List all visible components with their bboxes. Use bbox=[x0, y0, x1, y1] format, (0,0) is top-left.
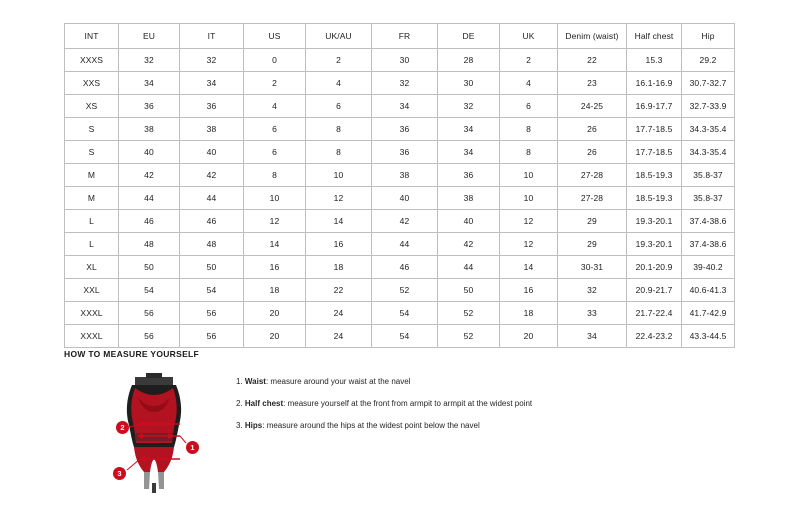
cell-uk: 10 bbox=[500, 164, 558, 187]
cell-us: 6 bbox=[244, 141, 306, 164]
cell-it: 38 bbox=[180, 118, 244, 141]
cell-it: 32 bbox=[180, 49, 244, 72]
cell-de: 30 bbox=[438, 72, 500, 95]
how-to-measure-title: HOW TO MEASURE YOURSELF bbox=[64, 349, 200, 359]
measure-note-2-term: Half chest bbox=[244, 398, 284, 408]
cell-half-chest: 21.7-22.4 bbox=[627, 302, 682, 325]
cell-half-chest: 16.9-17.7 bbox=[627, 95, 682, 118]
cell-half-chest: 17.7-18.5 bbox=[627, 118, 682, 141]
cell-de: 50 bbox=[438, 279, 500, 302]
measure-notes bbox=[236, 377, 734, 442]
table-row bbox=[65, 302, 735, 325]
cell-hip: 30.7-32.7 bbox=[682, 72, 735, 95]
table-row bbox=[65, 72, 735, 95]
column-header-fr: FR bbox=[372, 24, 438, 49]
cell-half-chest: 20.1-20.9 bbox=[627, 256, 682, 279]
cell-us: 6 bbox=[244, 118, 306, 141]
cell-de: 42 bbox=[438, 233, 500, 256]
cell-half-chest: 19.3-20.1 bbox=[627, 233, 682, 256]
cell-it: 50 bbox=[180, 256, 244, 279]
cell-eu: 50 bbox=[119, 256, 180, 279]
cell-eu: 42 bbox=[119, 164, 180, 187]
cell-us: 16 bbox=[244, 256, 306, 279]
table-header-row bbox=[65, 24, 735, 49]
cell-int: L bbox=[65, 210, 119, 233]
cell-fr: 44 bbox=[372, 233, 438, 256]
table-row bbox=[65, 49, 735, 72]
table-row bbox=[65, 95, 735, 118]
column-header-it: IT bbox=[180, 24, 244, 49]
column-header-int: INT bbox=[65, 24, 119, 49]
cell-de: 34 bbox=[438, 141, 500, 164]
cell-hip: 34.3-35.4 bbox=[682, 118, 735, 141]
cell-int: XXXL bbox=[65, 325, 119, 348]
cell-fr: 36 bbox=[372, 141, 438, 164]
measure-note-3-term: Hips bbox=[244, 420, 263, 430]
table-row bbox=[65, 279, 735, 302]
cell-us: 18 bbox=[244, 279, 306, 302]
cell-fr: 32 bbox=[372, 72, 438, 95]
cell-uk: 8 bbox=[500, 141, 558, 164]
cell-hip: 39-40.2 bbox=[682, 256, 735, 279]
cell-int: XXXL bbox=[65, 302, 119, 325]
cell-half-chest: 17.7-18.5 bbox=[627, 141, 682, 164]
cell-denim-waist: 29 bbox=[558, 233, 627, 256]
measure-note-2-index: 2. bbox=[236, 398, 243, 408]
table-row bbox=[65, 325, 735, 348]
cell-uk-au: 24 bbox=[306, 325, 372, 348]
measure-note-3-text: : measure around the hips at the widest point below the navel bbox=[262, 420, 480, 430]
cell-eu: 56 bbox=[119, 325, 180, 348]
measure-badge-2: 2 bbox=[116, 421, 129, 434]
cell-uk: 16 bbox=[500, 279, 558, 302]
cell-half-chest: 18.5-19.3 bbox=[627, 187, 682, 210]
cell-denim-waist: 22 bbox=[558, 49, 627, 72]
cell-uk: 20 bbox=[500, 325, 558, 348]
cell-denim-waist: 34 bbox=[558, 325, 627, 348]
cell-us: 8 bbox=[244, 164, 306, 187]
table-row bbox=[65, 164, 735, 187]
cell-uk: 18 bbox=[500, 302, 558, 325]
cell-hip: 40.6-41.3 bbox=[682, 279, 735, 302]
cell-denim-waist: 26 bbox=[558, 141, 627, 164]
table-row bbox=[65, 187, 735, 210]
size-table bbox=[64, 23, 735, 348]
size-table-container bbox=[64, 23, 734, 348]
cell-it: 42 bbox=[180, 164, 244, 187]
cell-it: 36 bbox=[180, 95, 244, 118]
cell-fr: 36 bbox=[372, 118, 438, 141]
cell-int: M bbox=[65, 187, 119, 210]
column-header-hip: Hip bbox=[682, 24, 735, 49]
cell-uk-au: 8 bbox=[306, 118, 372, 141]
cell-fr: 40 bbox=[372, 187, 438, 210]
mannequin-figure bbox=[94, 371, 214, 496]
cell-uk-au: 6 bbox=[306, 95, 372, 118]
column-header-de: DE bbox=[438, 24, 500, 49]
column-header-half-chest: Half chest bbox=[627, 24, 682, 49]
cell-denim-waist: 32 bbox=[558, 279, 627, 302]
table-row bbox=[65, 141, 735, 164]
table-body bbox=[65, 49, 735, 348]
cell-it: 56 bbox=[180, 325, 244, 348]
cell-hip: 35.8-37 bbox=[682, 164, 735, 187]
table-header bbox=[65, 24, 735, 49]
cell-it: 46 bbox=[180, 210, 244, 233]
cell-fr: 30 bbox=[372, 49, 438, 72]
cell-fr: 52 bbox=[372, 279, 438, 302]
cell-uk: 8 bbox=[500, 118, 558, 141]
cell-de: 32 bbox=[438, 95, 500, 118]
table-row bbox=[65, 210, 735, 233]
cell-uk: 4 bbox=[500, 72, 558, 95]
cell-uk: 6 bbox=[500, 95, 558, 118]
cell-it: 56 bbox=[180, 302, 244, 325]
cell-uk: 12 bbox=[500, 210, 558, 233]
cell-uk-au: 22 bbox=[306, 279, 372, 302]
cell-us: 2 bbox=[244, 72, 306, 95]
cell-de: 36 bbox=[438, 164, 500, 187]
cell-half-chest: 15.3 bbox=[627, 49, 682, 72]
measure-note-hips bbox=[236, 421, 734, 432]
cell-uk-au: 2 bbox=[306, 49, 372, 72]
cell-uk-au: 18 bbox=[306, 256, 372, 279]
cell-half-chest: 22.4-23.2 bbox=[627, 325, 682, 348]
cell-it: 44 bbox=[180, 187, 244, 210]
cell-half-chest: 20.9-21.7 bbox=[627, 279, 682, 302]
cell-uk-au: 14 bbox=[306, 210, 372, 233]
cell-it: 40 bbox=[180, 141, 244, 164]
measure-badge-1: 1 bbox=[186, 441, 199, 454]
measure-note-3-index: 3. bbox=[236, 420, 243, 430]
cell-hip: 37.4-38.6 bbox=[682, 233, 735, 256]
cell-us: 0 bbox=[244, 49, 306, 72]
cell-half-chest: 16.1-16.9 bbox=[627, 72, 682, 95]
cell-int: XXL bbox=[65, 279, 119, 302]
cell-uk-au: 8 bbox=[306, 141, 372, 164]
cell-us: 14 bbox=[244, 233, 306, 256]
cell-uk-au: 10 bbox=[306, 164, 372, 187]
cell-denim-waist: 33 bbox=[558, 302, 627, 325]
cell-denim-waist: 29 bbox=[558, 210, 627, 233]
cell-int: M bbox=[65, 164, 119, 187]
cell-eu: 46 bbox=[119, 210, 180, 233]
cell-int: XL bbox=[65, 256, 119, 279]
cell-hip: 34.3-35.4 bbox=[682, 141, 735, 164]
cell-uk: 12 bbox=[500, 233, 558, 256]
measure-badge-3: 3 bbox=[113, 467, 126, 480]
cell-hip: 43.3-44.5 bbox=[682, 325, 735, 348]
cell-fr: 54 bbox=[372, 325, 438, 348]
cell-hip: 37.4-38.6 bbox=[682, 210, 735, 233]
cell-us: 20 bbox=[244, 325, 306, 348]
cell-int: S bbox=[65, 118, 119, 141]
cell-denim-waist: 24-25 bbox=[558, 95, 627, 118]
cell-us: 20 bbox=[244, 302, 306, 325]
measure-note-waist bbox=[236, 377, 734, 388]
measure-note-half-chest bbox=[236, 399, 734, 410]
cell-denim-waist: 23 bbox=[558, 72, 627, 95]
cell-denim-waist: 27-28 bbox=[558, 164, 627, 187]
column-header-denim-waist: Denim (waist) bbox=[558, 24, 627, 49]
cell-uk-au: 4 bbox=[306, 72, 372, 95]
cell-denim-waist: 30-31 bbox=[558, 256, 627, 279]
measure-note-1-term: Waist bbox=[244, 377, 266, 386]
cell-hip: 32.7-33.9 bbox=[682, 95, 735, 118]
how-to-measure-body bbox=[64, 369, 734, 496]
cell-hip: 41.7-42.9 bbox=[682, 302, 735, 325]
column-header-eu: EU bbox=[119, 24, 180, 49]
table-row bbox=[65, 233, 735, 256]
cell-de: 52 bbox=[438, 302, 500, 325]
measure-note-1-index: 1. bbox=[236, 377, 243, 386]
cell-it: 54 bbox=[180, 279, 244, 302]
cell-eu: 34 bbox=[119, 72, 180, 95]
cell-eu: 44 bbox=[119, 187, 180, 210]
cell-int: L bbox=[65, 233, 119, 256]
cell-hip: 29.2 bbox=[682, 49, 735, 72]
cell-denim-waist: 27-28 bbox=[558, 187, 627, 210]
cell-eu: 32 bbox=[119, 49, 180, 72]
mannequin-illustration bbox=[94, 371, 214, 496]
cell-int: XXS bbox=[65, 72, 119, 95]
cell-hip: 35.8-37 bbox=[682, 187, 735, 210]
cell-us: 4 bbox=[244, 95, 306, 118]
cell-half-chest: 18.5-19.3 bbox=[627, 164, 682, 187]
cell-fr: 38 bbox=[372, 164, 438, 187]
cell-uk: 2 bbox=[500, 49, 558, 72]
cell-eu: 40 bbox=[119, 141, 180, 164]
cell-de: 28 bbox=[438, 49, 500, 72]
cell-de: 44 bbox=[438, 256, 500, 279]
cell-it: 48 bbox=[180, 233, 244, 256]
measure-note-2-text: : measure yourself at the front from armpit to armpit at the widest point bbox=[283, 398, 533, 408]
cell-us: 12 bbox=[244, 210, 306, 233]
cell-half-chest: 19.3-20.1 bbox=[627, 210, 682, 233]
cell-eu: 48 bbox=[119, 233, 180, 256]
cell-de: 38 bbox=[438, 187, 500, 210]
cell-int: S bbox=[65, 141, 119, 164]
cell-eu: 36 bbox=[119, 95, 180, 118]
table-row bbox=[65, 118, 735, 141]
cell-de: 34 bbox=[438, 118, 500, 141]
column-header-uk-au: UK/AU bbox=[306, 24, 372, 49]
cell-uk: 14 bbox=[500, 256, 558, 279]
cell-denim-waist: 26 bbox=[558, 118, 627, 141]
cell-it: 34 bbox=[180, 72, 244, 95]
cell-fr: 46 bbox=[372, 256, 438, 279]
measure-note-1-text: : measure around your waist at the navel bbox=[265, 377, 411, 386]
how-to-measure-section bbox=[64, 349, 734, 496]
cell-de: 52 bbox=[438, 325, 500, 348]
cell-uk-au: 24 bbox=[306, 302, 372, 325]
cell-fr: 34 bbox=[372, 95, 438, 118]
cell-fr: 42 bbox=[372, 210, 438, 233]
cell-uk-au: 12 bbox=[306, 187, 372, 210]
cell-uk-au: 16 bbox=[306, 233, 372, 256]
cell-de: 40 bbox=[438, 210, 500, 233]
cell-us: 10 bbox=[244, 187, 306, 210]
cell-fr: 54 bbox=[372, 302, 438, 325]
cell-int: XS bbox=[65, 95, 119, 118]
column-header-us: US bbox=[244, 24, 306, 49]
cell-uk: 10 bbox=[500, 187, 558, 210]
cell-eu: 54 bbox=[119, 279, 180, 302]
cell-int: XXXS bbox=[65, 49, 119, 72]
table-row bbox=[65, 256, 735, 279]
column-header-uk: UK bbox=[500, 24, 558, 49]
cell-eu: 38 bbox=[119, 118, 180, 141]
cell-eu: 56 bbox=[119, 302, 180, 325]
